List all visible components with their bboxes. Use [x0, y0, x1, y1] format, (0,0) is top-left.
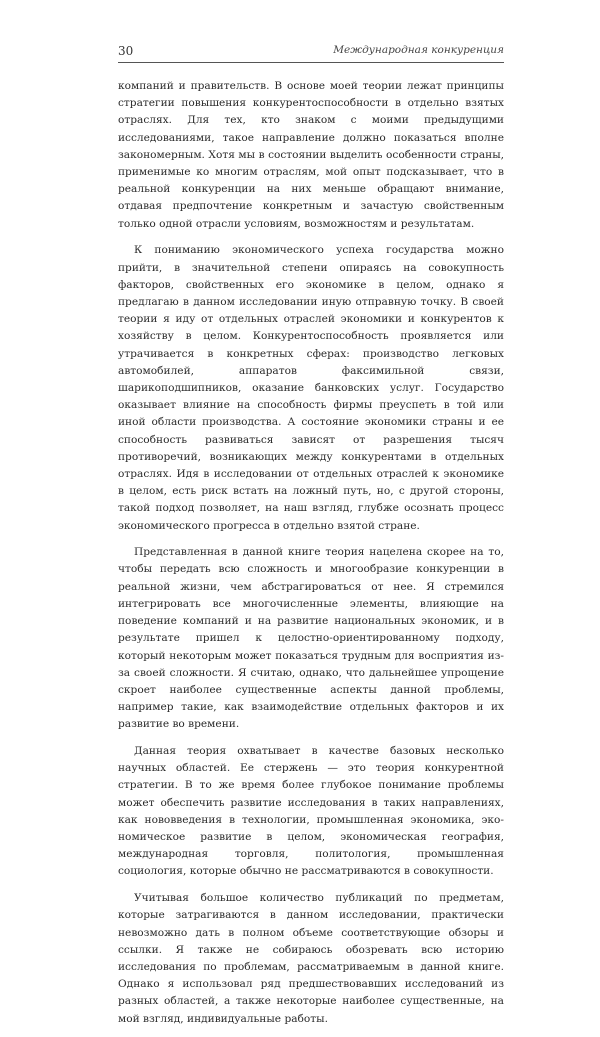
- running-title: Международная конкуренция: [333, 44, 504, 56]
- paragraph-5: Учитывая большое количество публикаций по предметам, которые затрагиваются в данном исследовании, практически невозможно дать в полном объеме соответствующие обзоры и ссылки. Я также не собираюсь обозревать всю историю исследования по проблемам, рассматриваемым в данной книге. Однако я использовал ряд предшествовавших исследований из разных областей, а также некоторые наиболее существенные, на мой взгляд, индивидуальные работы.: [118, 892, 504, 1025]
- body-text: [118, 78, 504, 1037]
- paragraph-2: К пониманию экономического успеха государства можно прийти, в значительной степени опираясь на совокупность факторов, свойственных его экономике в целом, однако я предлагаю в данном исследовании иную отправную точку. В своей теории я иду от отдельных отраслей экономики и конкурентов к хозяйству в целом. Конкурентоспособность проявляется или утрачивается в конкретных сферах: производство легковых автомобилей, аппаратов факсимильной связи, шарикоподшипников, оказание банковских услуг. Государство оказывает влияние на способность фирмы преуспеть в той или иной области производства. А состояние экономики страны и ее способность развиваться зависят от разрешения тысяч противоречий, возникающих между конкурентами в отдельных отраслях. Идя в исследовании от отдельных отраслей к экономике в целом, есть риск встать на ложный путь, но, с другой стороны, такой подход позволяет, на наш взгляд, глубже осознать процесс экономического прогресса в отдельно взятой стране.: [118, 244, 504, 532]
- paragraph-4: Данная теория охватывает в качестве базовых несколько научных областей. Ее стержень — это теория конкурентной стратегии. В то же время более глубокое понимание проблемы может обеспечить развитие исследования в таких направлениях, как нововведения в технологии, промышленная экономика, экономическое развитие в целом, экономическая география, международная торговля, политология, промышленная социология, которые обычно не рассматриваются в совокупности.: [118, 745, 504, 878]
- page-number: 30: [118, 44, 134, 58]
- paragraph-1: компаний и правительств. В основе моей теории лежат принципы стратегии повышения конкурентоспособности в отдельно взятых отраслях. Для тех, кто знаком с моими предыдущими исследованиями, такое направление должно показаться вполне закономерным. Хотя мы в состоянии выделить особенности страны, применимые ко многим отраслям, мой опыт подсказывает, что в реальной конкуренции на них меньше обращают внимание, отдавая предпочтение конкретным и зачастую свойственным только одной отрасли условиям, возможностям и результатам.: [118, 80, 504, 230]
- header-rule: [118, 62, 504, 63]
- page-header: [118, 44, 504, 64]
- paragraph-3: Представленная в данной книге теория нацелена скорее на то, чтобы передать всю сложность и многообразие конкуренции в реальной жизни, чем абстрагироваться от нее. Я стремился интегрировать все многочисленные элементы, влияющие на поведение компаний и на развитие национальных экономик, и в результате пришел к целостно-ориентированному подходу, который некоторым может показаться трудным для восприятия из-за своей сложности. Я считаю, однако, что дальнейшее упрощение скроет наиболее существенные аспекты данной проблемы, например такие, как взаимодействие отдельных факторов и их развитие во времени.: [118, 546, 504, 731]
